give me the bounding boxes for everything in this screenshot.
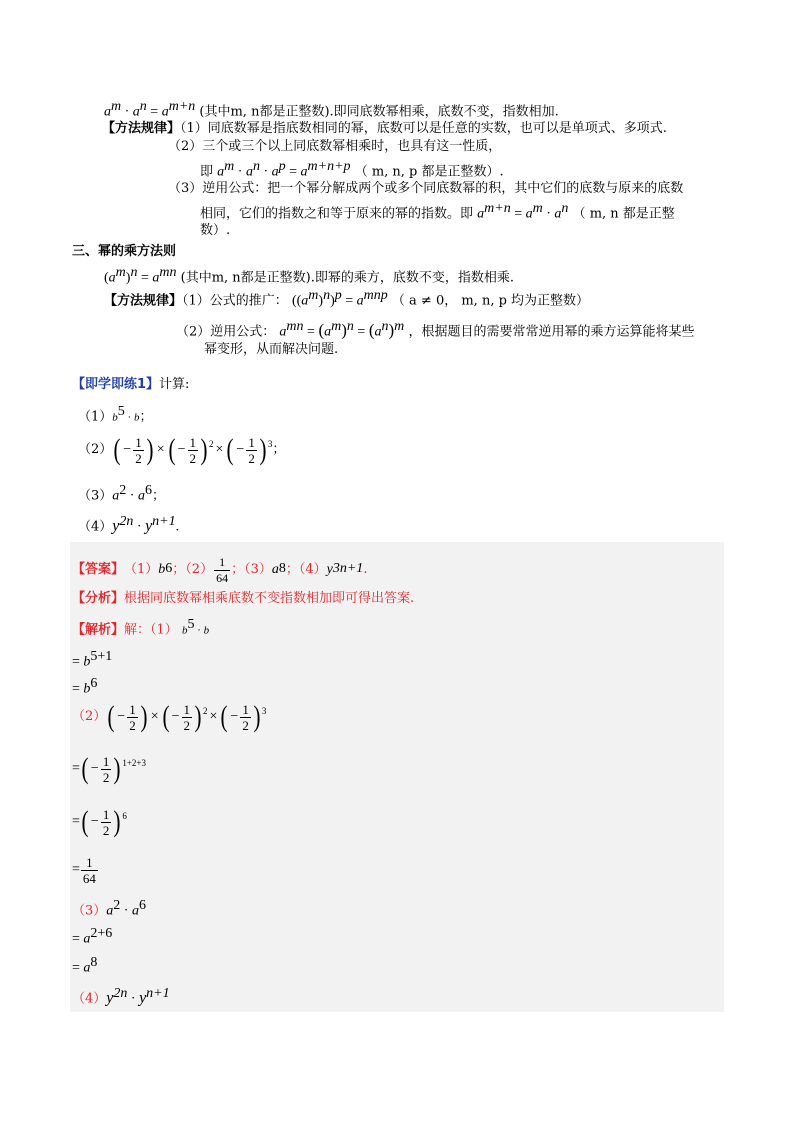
solution-step-1b: = $b^6$ (72, 676, 98, 697)
exercise-item-3: $(3)a^2 \cdot a^6$； (78, 483, 165, 504)
solution-step-2c: = $\frac{1}{64}$ (72, 854, 96, 886)
exercise-item-4: $(4)y^{2n} \cdot y^{n+1}$. (78, 514, 180, 535)
analysis-text: 根据同底数幂相乘底数不变指数相加即可得出答案. (124, 591, 415, 606)
method-rule-1 (102, 120, 667, 138)
method-rule-2b: 即 $a^m \cdot a^n \cdot a^p = a^{m+n+p}$ （ m, n, p 都是正整数）. (200, 159, 504, 180)
solution-step-2b: = ( − $\frac{1}{2}$ ) 6 (72, 805, 127, 838)
analysis-line (72, 590, 414, 608)
method-rule-2b-prefix: 即 (200, 164, 214, 180)
solution-step-3b: = $a^8$ (72, 955, 98, 976)
exercise-item-2: （2） ( − $\frac{1}{2}$ ) × ( − $\frac{1}{2}$ ) 2 × ( − $\frac{1}{2}$ ) 3 ； (78, 433, 286, 466)
method-rule-2a: （2）三个或三个以上同底数幂相乘时，也具有这一性质， (168, 139, 502, 154)
answer-label: 【答案】 (72, 562, 125, 577)
solution-step-3a: = $a^{2+6}$ (72, 926, 113, 947)
power-method-rule-1: 【方法规律】（1）公式的推广： $((a^m)^n)^p = a^{mnp}$ （ a ≠ 0， m, n, p 均为正整数） (104, 288, 590, 309)
method-rule-3b-prefix: 相同，它们的指数之和等于原来的幂的指数。即 (200, 206, 474, 222)
formula-product-rule: $a^m \cdot a^n = a^{m+n}$ (其中m, n都是正整数).即同底数幂相乘，底数不变，指数相加. (104, 99, 559, 120)
method-rule-3a: （3）逆用公式：把一个幂分解成两个或多个同底数幂的积，其中它们的底数与原来的底数 (168, 181, 684, 196)
power-method-rule-2b: 幂变形，从而解决问题. (204, 342, 339, 357)
power-method-label: 【方法规律】 (104, 293, 183, 309)
solution-line: 【解析】解：（1） $b^5 \cdot b$ (72, 617, 210, 638)
answer-box (70, 542, 724, 1012)
method-rule-1-text: （1）同底数幂是指底数相同的幂，底数可以是任意的实数，也可以是单项式、多项式. (180, 121, 667, 136)
analysis-label: 【分析】 (72, 591, 125, 606)
solution-step-2: （2） ( − $\frac{1}{2}$ ) × ( − $\frac{1}{2}$ ) 2 × ( − $\frac{1}{2}$ ) 3 (72, 700, 267, 733)
exercise-label: 【即学即练1】 (72, 377, 160, 392)
power-method-rule-2: （2）逆用公式： $a^{mn} = (a^m)^n = (a^n)^m$ ，根据题目的需要常常逆用幂的乘方运算能将某些 (176, 319, 695, 340)
solution-step-1a: = $b^{5+1}$ (72, 649, 113, 670)
solution-step-3: $(3)a^2 \cdot a^6$ (72, 898, 146, 919)
method-rule-3b: 相同，它们的指数之和等于原来的幂的指数。即 $a^{m+n} = a^m \cdot a^n$ （ m, n 都是正整 (200, 201, 675, 222)
power-method-rule-1-suffix: （ a ≠ 0， m, n, p 均为正整数） (391, 293, 590, 309)
solution-step-4: $(4)y^{2n} \cdot y^{n+1}$ (72, 986, 170, 1007)
power-method-rule-2-suffix: ，根据题目的需要常常逆用幂的乘方运算能将某些 (408, 324, 695, 340)
exercise-header (72, 376, 189, 394)
method-label: 【方法规律】 (102, 121, 181, 136)
solution-step-2a: = ( − $\frac{1}{2}$ ) 1+2+3 (72, 752, 146, 785)
formula-product-rule-text: (其中m, n都是正整数).即同底数幂相乘，底数不变，指数相加. (199, 104, 559, 120)
exercise-item-1: $(1)b^5 \cdot b$； (78, 404, 153, 425)
solution-label: 【解析】 (72, 622, 125, 638)
method-rule-3b-suffix: （ m, n 都是正整 (572, 206, 675, 222)
formula-power-rule: $(a^m)^n = a^{mn}$ (其中m, n都是正整数).即幂的乘方，底数不变，指数相乘. (104, 265, 515, 286)
exercise-prompt: 计算: (159, 377, 190, 392)
formula-power-rule-text: (其中m, n都是正整数).即幂的乘方，底数不变，指数相乘. (180, 270, 515, 286)
method-rule-2b-suffix: （ m, n, p 都是正整数）. (354, 164, 504, 180)
power-method-rule-1-prefix: （1）公式的推广： (182, 293, 288, 309)
power-method-rule-2-prefix: （2）逆用公式： (176, 324, 276, 340)
section-heading-power-rule: 三、幂的乘方法则 (72, 244, 177, 259)
method-rule-3c: 数）. (200, 223, 231, 238)
answer-line: 【答案】 （1） b 6 ；（2） $\frac{1}{64}$ ；（3） a 8 ；（4） y 3n+1 . (72, 554, 368, 585)
